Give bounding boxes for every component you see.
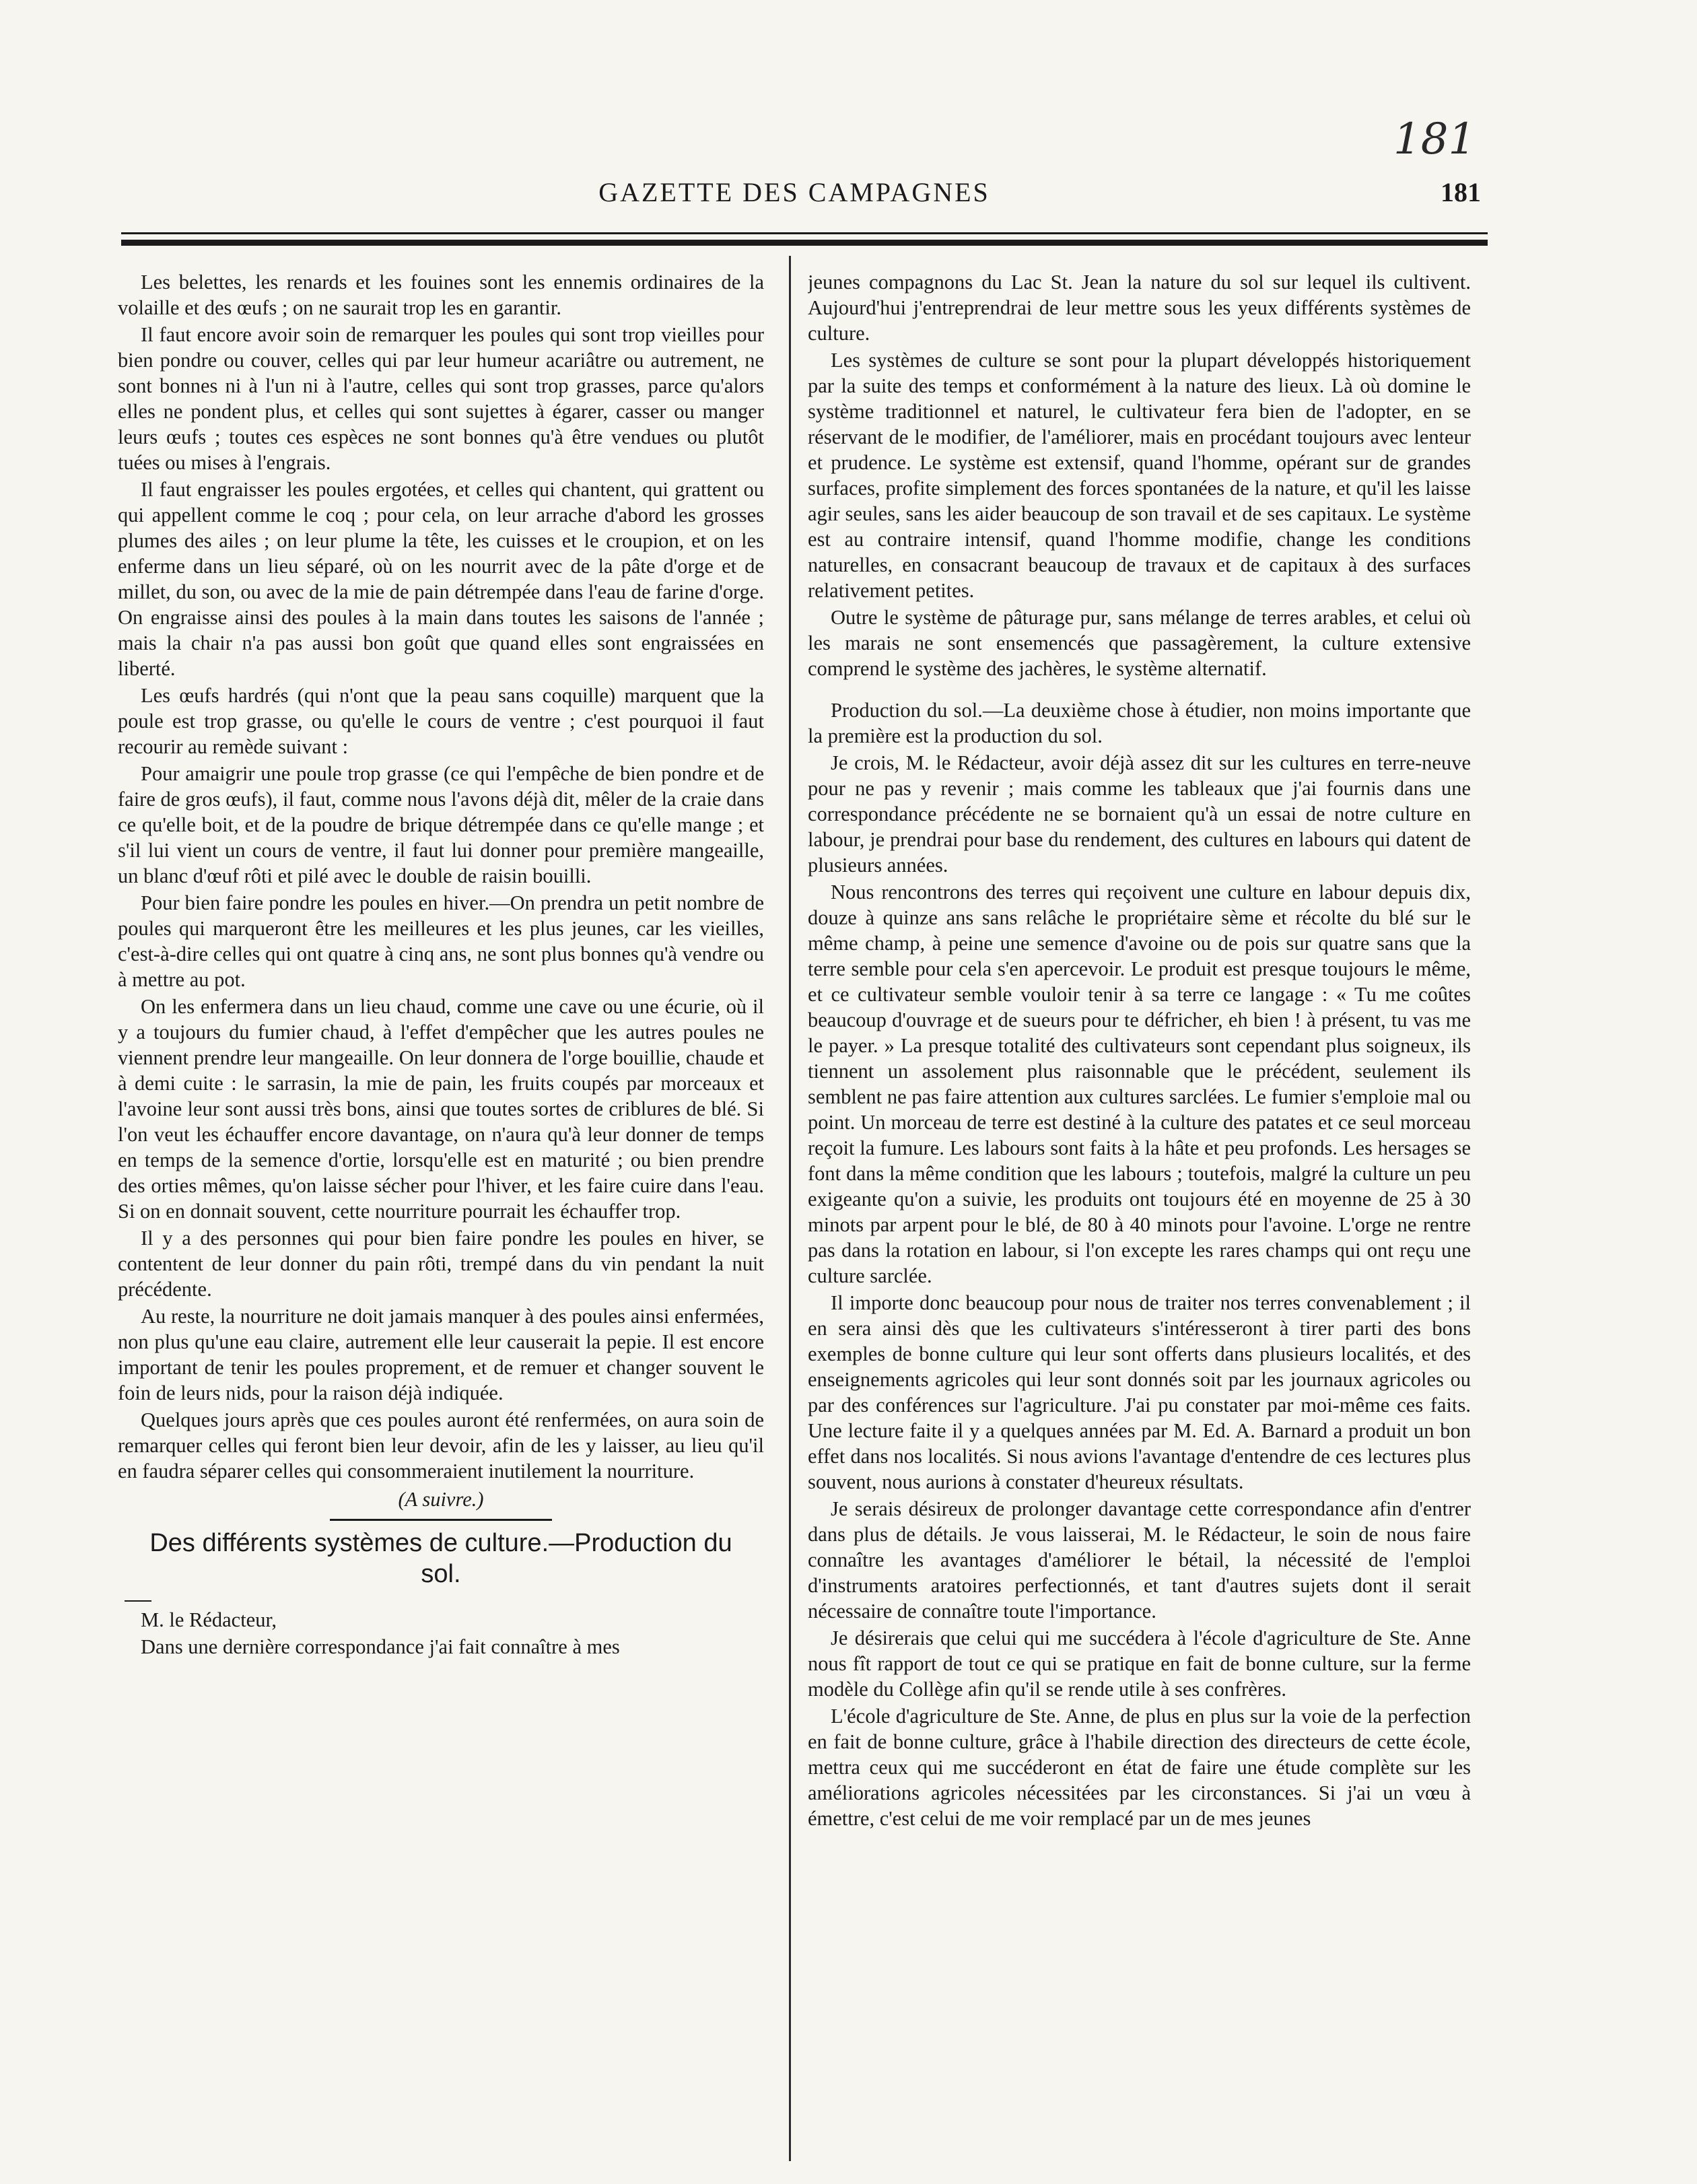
left-paragraph: Il y a des personnes qui pour bien faire pondre les poules en hiver, se contentent de leur donner du pain rôti, trempé dans du vin pendant la nuit précédente. [118,1227,764,1301]
a-suivre-note: (A suivre.) [398,1488,484,1511]
left-paragraph: Au reste, la nourriture ne doit jamais manquer à des poules ainsi enfermées, non plus qu'une eau claire, autrement elle leur causerait la pepie. Il est encore important de tenir les poules proprement, et de remuer et changer souvent le foin de leurs nids, pour la raison déjà indiquée. [118,1305,764,1404]
right-paragraph: Je serais désireux de prolonger davantage cette correspondance afin d'entrer dans plus de détails. Je vous laisserai, M. le Rédacteur, le soin de nous faire connaître les avantages d'améliorer le bétail, la nécessité de l'emploi d'instruments aratoires perfectionnés, et tant d'autres sujets dont il serait nécessaire de connaître toute l'importance. [808,1497,1471,1623]
printed-page-number: 181 [1441,177,1481,207]
right-column [808,269,1471,2154]
right-paragraph: Les systèmes de culture se sont pour la plupart développés historiquement par la suite des temps et conformément à la nature des lieux. Là où domine le système traditionnel et naturel, le cultivateur fera bien de l'adopter, en se réservant de le modifier, de l'améliorer, mais en procédant toujours avec lenteur et prudence. Le système est extensif, quand l'homme, opérant sur de grandes surfaces, profite simplement des forces spontanées de la nature, et qu'il les laisse agir seules, sans les aider beaucoup de son travail et de ses capitaux. Le système est au contraire intensif, quand l'homme modifie, change les conditions naturelles, en consacrant beaucoup de travaux et de capitaux à des surfaces relativement petites. [808,349,1471,602]
article-heading: Des différents systèmes de culture.—Production du sol. [149,1529,732,1588]
right-paragraph: Je désirerais que celui qui me succédera à l'école d'agriculture de Ste. Anne nous fît rapport de tout ce qui se pratique en fait de bonne culture, sur la ferme modèle du Collège afin qu'il se rende utile à ses confrères. [808,1627,1471,1701]
paragraph-gap [808,683,1471,697]
header-rule-thick [121,240,1488,246]
column-divider [789,256,791,2161]
left-paragraph: Il faut engraisser les poules ergotées, et celles qui chantent, qui grattent ou qui appellent comme le coq ; pour cela, on leur arrache d'abord les grosses plumes des ailes ; on leur plume la tête, les cuisses et le croupion, et on les enferme dans un lieu séparé, où on les nourrit avec de la pâte d'orge et de millet, du son, ou avec de la mie de pain détrempée dans l'eau de farine d'orge. On engraisse ainsi des poules à la main dans toutes les saisons de l'année ; mais la chair n'a pas aussi bon goût que quand elles sont engraissées en liberté. [118,478,764,680]
handwritten-page-number: 181 [1393,114,1476,164]
left-paragraph: Les belettes, les renards et les fouines sont les ennemis ordinaires de la volaille et des œufs ; on ne saurait trop les en garantir. [118,271,764,319]
right-paragraph: Nous rencontrons des terres qui reçoivent une culture en labour depuis dix, douze à quinze ans sans relâche le propriétaire sème et récolte du blé sur le même champ, à peine une semence d'avoine ou de pois sur quatre sans que la terre semble pour cela s'en apercevoir. Le produit est presque toujours le même, et ce cultivateur semble vouloir tenir à sa terre ce langage : « Tu me coûtes beaucoup d'ouvrage et de sueurs pour te défricher, eh bien ! à présent, tu vas me le payer. » La presque totalité des cultivateurs sont cependant plus soigneux, ils tiennent un assolement plus raisonnable que le précédent, seulement ils semblent ne pas faire attention aux cultures sarclées. Le fumier s'emploie mal ou point. Un morceau de terre est destiné à la culture des patates et ce seul morceau reçoit la fumure. Les labours sont faits à la hâte et peu profonds. Les hersages se font dans la même condition que les labours ; toutefois, malgré la culture un peu exigeante qu'on a suivie, les produits ont toujours été en moyenne de 25 à 30 minots par arpent pour le blé, de 80 à 40 minots pour l'avoine. L'orge ne rentre pas dans la rotation en labour, si l'on excepte les rares champs qui ont reçu une culture sarclée. [808,881,1471,1287]
right-paragraph: Je crois, M. le Rédacteur, avoir déjà assez dit sur les cultures en terre-neuve pour ne pas y revenir ; mais comme les tableaux que j'ai fournis dans une correspondance précédente ne se bornaient qu'à un essai de notre culture en labour, je prendrai pour base du rendement, des cultures en labours qui datent de plusieurs années. [808,751,1471,877]
left-paragraph: Les œufs hardrés (qui n'ont que la peau sans coquille) marquent que la poule est trop grasse, ou qu'elle le cours de ventre ; c'est pourquoi il faut recourir au remède suivant : [118,684,764,758]
heading-dash [125,1600,151,1602]
section-divider [330,1519,552,1521]
left-column [118,269,764,2154]
salutation: M. le Rédacteur, [141,1608,277,1631]
left-paragraph: Pour amaigrir une poule trop grasse (ce qui l'empêche de bien pondre et de faire de gros œufs), il faut, comme nous l'avons déjà dit, mêler de la craie dans ce qu'elle boit, et de la poudre de brique détrempée dans ce qu'elle mange ; et s'il lui vient un cours de ventre, il faut lui donner pour première mangeaille, un blanc d'œuf rôti et pilé avec le double de raisin bouilli. [118,762,764,887]
left-paragraph: Quelques jours après que ces poules auront été renfermées, on aura soin de remarquer celles qui feront bien leur devoir, afin de les y laisser, au lieu qu'il en faudra séparer celles qui consommeraient inutilement la nourriture. [118,1408,764,1482]
right-paragraph: Production du sol.—La deuxième chose à étudier, non moins importante que la première est la production du sol. [808,699,1471,747]
right-paragraph: Outre le système de pâturage pur, sans mélange de terres arables, et celui où les marais ne sont ensemencés que passagèrement, la culture extensive comprend le système des jachères, le système alternatif. [808,606,1471,680]
masthead [121,176,1481,224]
left-paragraph: Il faut encore avoir soin de remarquer les poules qui sont trop vieilles pour bien pondre ou couver, celles qui par leur humeur acariâtre ou autrement, ne sont bonnes ni à l'un ni à l'autre, celles qui sont trop grasses, parce qu'alors elles ne pondent plus, et celles qui sont sujettes à égarer, casser ou manger leurs œufs ; toutes ces espèces ne sont bonnes qu'à être vendues ou plutôt tuées ou mises à l'engrais. [118,323,764,474]
right-paragraph: L'école d'agriculture de Ste. Anne, de plus en plus sur la voie de la perfection en fait de bonne culture, grâce à l'habile direction des directeurs de cette école, mettra ceux qui me succéderont en état de faire une étude complète sur les améliorations agricoles nécessitées par les circonstances. Si j'ai un vœu à émettre, c'est celui de me voir remplacé par un de mes jeunes [808,1705,1471,1830]
header-rule-thin [121,232,1488,234]
left-paragraph: Pour bien faire pondre les poules en hiver.—On prendra un petit nombre de poules qui marqueront être les meilleures et les plus jeunes, car les vieilles, c'est-à-dire celles qui ont quatre à cinq ans, ne sont plus bonnes qu'à vendre ou à mettre au pot. [118,891,764,991]
right-paragraph: jeunes compagnons du Lac St. Jean la nature du sol sur lequel ils cultivent. Aujourd'hui j'entreprendrai de leur mettre sous les yeux différents systèmes de culture. [808,271,1471,345]
article-opening: Dans une dernière correspondance j'ai fait connaître à mes [141,1635,620,1658]
newspaper-title: GAZETTE DES CAMPAGNES [598,177,990,207]
right-paragraph: Il importe donc beaucoup pour nous de traiter nos terres convenablement ; il en sera ainsi dès que les cultivateurs s'intéresseront à tirer parti des bons exemples de bonne culture qui leur sont offerts dans plusieurs localités, et des enseignements agricoles qui leur sont donnés soit par les journaux agricoles ou par des conférences sur l'agriculture. J'ai pu constater par moi-même ces faits. Une lecture faite il y a quelques années par M. Ed. A. Barnard a produit un bon effet dans nos localités. Si nous avions l'avantage d'entendre de ces lectures plus souvent, nous aurions à constater d'heureux résultats. [808,1291,1471,1493]
left-paragraph: On les enfermera dans un lieu chaud, comme une cave ou une écurie, où il y a toujours du fumier chaud, à l'effet d'empêcher que les autres poules ne viennent prendre leur mangeaille. On leur donnera de l'orge bouillie, chaude et à demi cuite : le sarrasin, la mie de pain, les fruits coupés par morceaux et l'avoine leur sont aussi très bons, ainsi que toutes sortes de criblures de blé. Si l'on veut les échauffer encore davantage, on n'aura qu'à leur donner de temps en temps de la semence d'ortie, lorsqu'elle est en maturité ; ou bien prendre des orties mêmes, qu'on laisse sécher pour l'hiver, et les faire cuire dans l'eau. Si on en donnait souvent, cette nourriture pourrait les échauffer trop. [118,995,764,1223]
